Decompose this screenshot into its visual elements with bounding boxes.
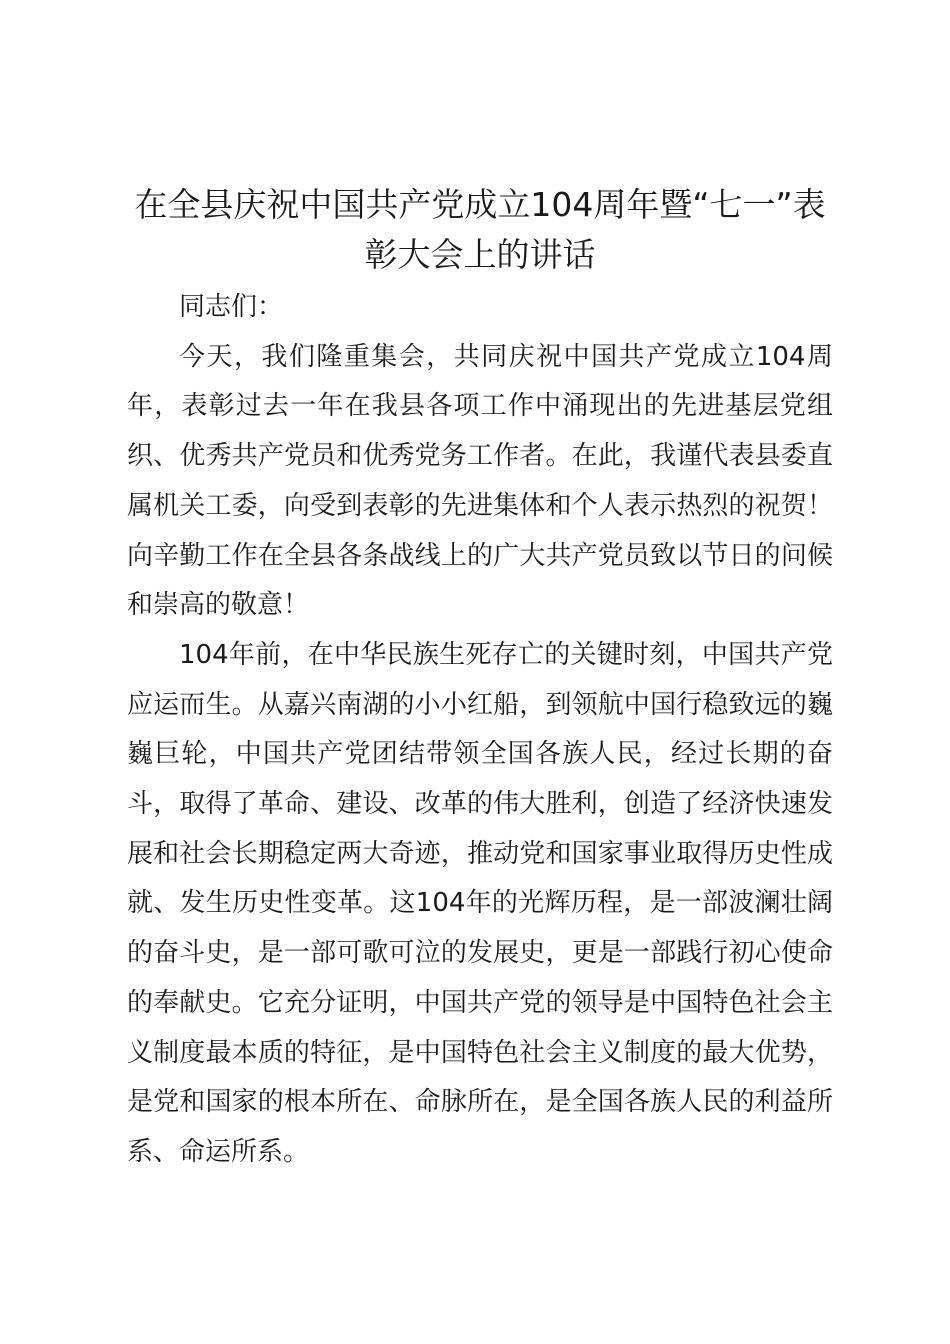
paragraph-1: 今天，我们隆重集会，共同庆祝中国共产党成立104周年，表彰过去一年在我县各项工作中涌现出的先进基层党组织、优秀共产党员和优秀党务工作者。在此，我谨代表县委直属机关工委，向受到表彰的先进集体和个人表示热烈的祝贺！向辛勤工作在全县各条战线上的广大共产党员致以节日的问候和崇高的敬意！ [127,341,833,621]
salutation: 同志们： [179,292,284,322]
document-title: 在全县庆祝中国共产党成立104周年暨“七一”表彰大会上的讲话 [134,185,826,274]
document-body [127,283,833,1178]
paragraph-2: 104年前，在中华民族生死存亡的关键时刻，中国共产党应运而生。从嘉兴南湖的小小红船，到领航中国行稳致远的巍巍巨轮，中国共产党团结带领全国各族人民，经过长期的奋斗，取得了革命、建设、改革的伟大胜利，创造了经济快速发展和社会长期稳定两大奇迹，推动党和国家事业取得历史性成就、发生历史性变革。这104年的光辉历程，是一部波澜壮阔的奋斗史，是一部可歌可泣的发展史，更是一部践行初心使命的奉献史。它充分证明，中国共产党的领导是中国特色社会主义制度最本质的特征，是中国特色社会主义制度的最大优势，是党和国家的根本所在、命脉所在，是全国各族人民的利益所系、命运所系。 [127,639,833,1167]
